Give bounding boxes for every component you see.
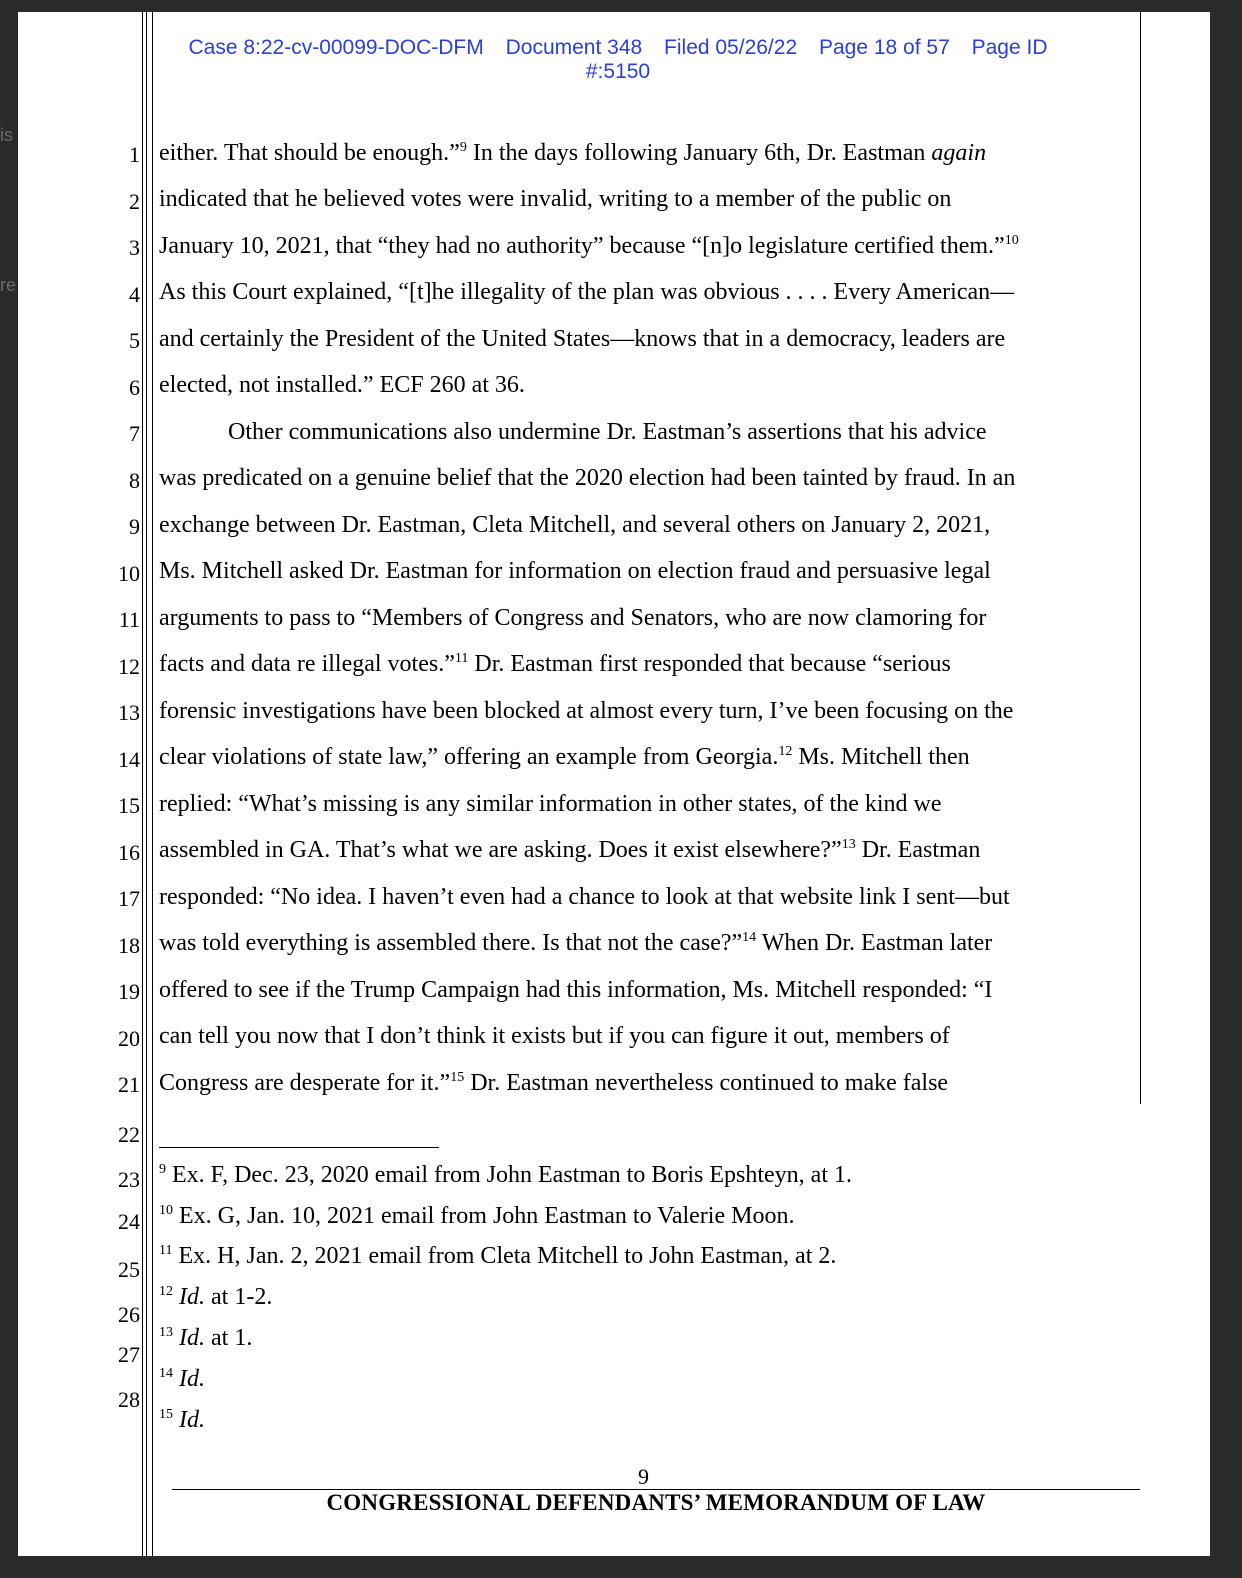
line-number: 13 [118, 700, 140, 725]
footnote-ref: 12 [778, 744, 793, 759]
line-number: 24 [118, 1209, 140, 1234]
footnote-ref: 13 [841, 837, 856, 852]
body-line: either. That should be enough.”$^9$ In the days following January 6th, Dr. Eastman again [159, 140, 987, 166]
line-number: 16 [118, 839, 140, 865]
footnote: $^{13}$ Id. at 1. [159, 1325, 253, 1351]
line-number: 28 [118, 1387, 140, 1412]
body-line: indicated that he believed votes were invalid, writing to a member of the public on [159, 186, 952, 212]
body-line: As this Court explained, “[t]he illegality of the plan was obvious . . . . Every American— [159, 279, 1015, 305]
line-number: 2 [129, 188, 140, 214]
footnote: $^{11}$ Ex. H, Jan. 2, 2021 email from Cleta Mitchell to John Eastman, at 2. [159, 1243, 837, 1269]
line-number: 8 [129, 467, 140, 493]
left-margin-rule [142, 12, 143, 1556]
footnote-ref: 11 [454, 651, 469, 666]
body-line: offered to see if the Trump Campaign had this information, Ms. Mitchell responded: “I [159, 977, 993, 1003]
left-margin-rule [146, 12, 147, 1556]
line-number: 7 [129, 421, 140, 446]
body-line: exchange between Dr. Eastman, Cleta Mitchell, and several others on January 2, 2021, [159, 512, 991, 538]
body-line: arguments to pass to “Members of Congress and Senators, who are now clamoring for [159, 605, 987, 631]
line-number: 4 [129, 281, 140, 307]
page-id-number[interactable]: #:5150 [585, 60, 651, 83]
line-number: 14 [118, 746, 140, 772]
footnote: $^{12}$ Id. at 1-2. [159, 1284, 273, 1310]
footnote: $^9$ Ex. F, Dec. 23, 2020 email from John Eastman to Boris Epshteyn, at 1. [159, 1162, 852, 1188]
line-number: 12 [118, 653, 140, 679]
body-line: facts and data re illegal votes.”$^{11}$ Dr. Eastman first responded that because “serious [159, 651, 951, 677]
line-number: 23 [118, 1167, 140, 1192]
body-line: was told everything is assembled there. Is that not the case?”$^{14}$ When Dr. Eastman later [159, 930, 993, 956]
footnote: $^{10}$ Ex. G, Jan. 10, 2021 email from John Eastman to Valerie Moon. [159, 1203, 795, 1229]
body-line: Ms. Mitchell asked Dr. Eastman for information on election fraud and persuasive legal [159, 558, 991, 584]
line-number: 9 [129, 514, 140, 539]
footnote-ref: 14 [742, 930, 757, 945]
line-number: 6 [129, 374, 140, 400]
footnote-ref: 9 [459, 140, 467, 155]
line-number: 21 [118, 1072, 140, 1097]
body-line: Congress are desperate for it.”$^{15}$ Dr. Eastman nevertheless continued to make false [159, 1070, 949, 1096]
line-number: 11 [118, 607, 140, 632]
line-number: 10 [118, 560, 140, 586]
page-count[interactable]: Page 18 of 57 [818, 36, 950, 59]
footnote-ref: 10 [1004, 233, 1019, 248]
line-number: 19 [118, 979, 140, 1004]
line-number: 18 [118, 932, 140, 958]
text-margin-rule [152, 12, 153, 1556]
body-line: elected, not installed.” ECF 260 at 36. [159, 372, 525, 398]
line-number: 17 [118, 886, 140, 911]
line-number: 1 [129, 142, 140, 167]
body-line: assembled in GA. That’s what we are asking. Does it exist elsewhere?”$^{13}$ Dr. Eastman [159, 837, 981, 863]
body-line: Other communications also undermine Dr. Eastman’s assertions that his advice [228, 419, 987, 445]
background-fragment: is [0, 125, 13, 145]
body-line: replied: “What’s missing is any similar information in other states, of the kind we [159, 791, 942, 817]
body-line: January 10, 2021, that “they had no authority” because “[n]o legislature certified them.”$^{10}$ [159, 233, 1019, 259]
page-id-label[interactable]: Page ID [971, 36, 1048, 59]
line-number: 5 [129, 328, 140, 353]
case-header[interactable] [148, 36, 1088, 84]
footer-title: CONGRESSIONAL DEFENDANTS’ MEMORANDUM OF LAW [326, 1490, 986, 1515]
document-page [18, 12, 1210, 1556]
line-number: 27 [118, 1342, 140, 1367]
footnote-ref: 15 [450, 1070, 465, 1085]
line-number: 20 [118, 1025, 140, 1051]
filed-date[interactable]: Filed 05/26/22 [664, 36, 798, 59]
line-number: 22 [118, 1122, 140, 1147]
body-line: was predicated on a genuine belief that the 2020 election had been tainted by fraud. In an [159, 465, 1016, 491]
background-fragment: re [0, 275, 17, 295]
line-number: 26 [118, 1302, 140, 1327]
footnote: $^{14}$ Id. [159, 1366, 205, 1392]
right-margin-rule [1140, 12, 1141, 1104]
footnote-separator [159, 1147, 439, 1148]
body-line: clear violations of state law,” offering an example from Georgia.$^{12}$ Ms. Mitchell then [159, 744, 970, 770]
footnote: $^{15}$ Id. [159, 1407, 205, 1433]
body-line: can tell you now that I don’t think it exists but if you can figure it out, members of [159, 1023, 950, 1049]
case-number[interactable]: Case 8:22-cv-00099-DOC-DFM [188, 36, 484, 59]
line-number: 3 [129, 235, 140, 260]
body-line: and certainly the President of the United States—knows that in a democracy, leaders are [159, 326, 1006, 352]
line-number: 15 [118, 793, 140, 818]
document-number[interactable]: Document 348 [505, 36, 643, 59]
body-line: responded: “No idea. I haven’t even had a chance to look at that website link I sent—but [159, 884, 1010, 910]
line-number: 25 [118, 1257, 140, 1282]
body-line: forensic investigations have been blocked at almost every turn, I’ve been focusing on the [159, 698, 1014, 724]
page-number: 9 [638, 1464, 649, 1489]
